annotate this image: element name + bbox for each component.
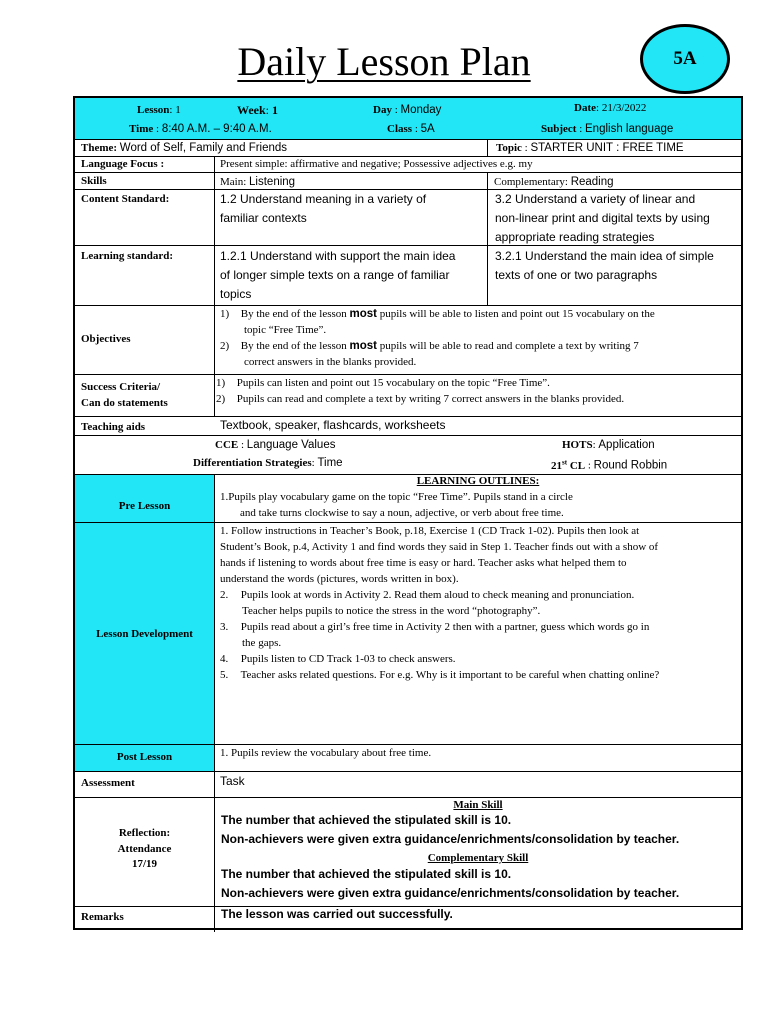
class-badge: 5A [640, 24, 730, 94]
main-skill-title: Main Skill [453, 799, 503, 811]
success-criteria-list [216, 375, 624, 407]
assessment-label: Assessment [81, 777, 135, 789]
learning-standard-label: Learning standard: [81, 250, 173, 262]
lesson-development-content: 1. Follow instructions in Teacher’s Book, p.18, Exercise 1 (CD Track 1-02). Pupils then look at Student’s Book, p.4, Activity 1 and find words they said in Step 1. Teacher finds out with a show of hands if listening to words about free time is easy or hard. Teacher asks what helped them to understand the words (pictures, words written in box). 2. Pupils look at words in Activity 2. Read them aloud to check meaning and pronunciation. Teacher helps pupils to notice the stress in the word “photography”. 3. Pupils read about a girl’s free time in Activity 2 then with a partner, guess which words go in the gaps. 4. Pupils listen to CD Track 1-03 to check answers. 5. Teacher asks related questions. For e.g. Why is it important to be careful when chatting online? [220, 523, 740, 683]
content-standard-label: Content Standard: [81, 193, 170, 205]
post-lesson-value: 1. Pupils review the vocabulary about free time. [220, 747, 432, 759]
success-criteria-label: Success Criteria/ [81, 381, 161, 393]
language-focus-value: Present simple: affirmative and negative; Possessive adjectives e.g. my [220, 158, 533, 170]
learning-standard-main: 1.2.1 Understand with support the main idea of longer simple texts on a range of familiar topics [220, 249, 456, 301]
week-field: Week: 1 [237, 103, 279, 117]
page-title: Daily Lesson Plan [237, 39, 531, 84]
learning-outlines-title: LEARNING OUTLINES: [416, 475, 540, 487]
development-step: 2. Pupils look at words in Activity 2. Read them aloud to check meaning and pronunciation. [220, 589, 635, 601]
can-do-label: Can do statements [81, 397, 168, 409]
theme-field: Theme: Word of Self, Family and Friends [81, 142, 288, 154]
lesson-plan-table [73, 96, 743, 930]
teaching-aids-value: Textbook, speaker, flashcards, worksheets [220, 418, 446, 432]
differentiation-field: Differentiation Strategies: Time [193, 457, 343, 469]
reflection-label: Reflection: [118, 827, 171, 839]
development-step: 4. Pupils listen to CD Track 1-03 to check answers. [220, 653, 456, 665]
attendance-value: 17/19 [131, 858, 158, 870]
development-step: 3. Pupils read about a girl’s free time in Activity 2 then with a partner, guess which words go in [220, 621, 650, 633]
learning-standard-complementary: 3.2.1 Understand the main idea of simple texts of one or two paragraphs [495, 249, 714, 282]
language-focus-label: Language Focus : [81, 158, 165, 170]
assessment-value: Task [220, 774, 245, 788]
development-step: 5. Teacher asks related questions. For e.g. Why is it important to be careful when chatting online? [220, 669, 660, 681]
objectives-label: Objectives [81, 333, 131, 345]
outline-sidebar [75, 475, 214, 744]
objective-item: 1) By the end of the lesson most pupils will be able to listen and point out 15 vocabulary on the [220, 308, 655, 320]
lesson-development-label: Lesson Development [96, 628, 193, 640]
cce-field: CCE : Language Values [215, 439, 336, 451]
objectives-list: 1) By the end of the lesson most pupils will be able to listen and point out 15 vocabulary on the topic “Free Time”. 2) By the end of the lesson most pupils will be able to read and complete a text by writing 7 correct answers in the blanks provided. [220, 306, 740, 370]
date-field: Date: 21/3/2022 [574, 102, 647, 114]
day-field: Day : Monday [373, 104, 442, 116]
criteria-item: 1) Pupils can listen and point out 15 vocabulary on the topic “Free Time”. [216, 377, 550, 389]
complementary-skill-title: Complementary Skill [427, 852, 529, 864]
topic-field: Topic : STARTER UNIT : FREE TIME [496, 142, 684, 154]
remarks-label: Remarks [81, 911, 124, 923]
content-standard-complementary: 3.2 Understand a variety of linear and non-linear print and digital texts by using appropriate reading strategies [495, 192, 710, 244]
teaching-aids-label: Teaching aids [81, 421, 146, 433]
remarks-value: The lesson was carried out successfully. [221, 907, 453, 921]
complementary-skill-reflection: The number that achieved the stipulated skill is 10. Non-achievers were given extra guidance/enrichments/consolidation by teacher. [221, 867, 680, 900]
time-field: Time : 8:40 A.M. – 9:40 A.M. [129, 123, 272, 135]
cl21-field: 21st CL : Round Robbin [551, 458, 668, 472]
content-standard-main: 1.2 Understand meaning in a variety of familiar contexts [220, 192, 427, 225]
subject-field: Subject : English language [541, 123, 674, 135]
main-skill: Main: Listening [220, 176, 296, 188]
skills-label: Skills [81, 175, 107, 187]
pre-lesson-content: 1.Pupils play vocabulary game on the topic “Free Time”. Pupils stand in a circle and take turns clockwise to say a noun, adjective, or verb about free time. [220, 491, 573, 519]
complementary-skill: Complementary: Reading [494, 176, 614, 188]
lesson-field: Lesson: 1 [137, 104, 181, 116]
main-skill-reflection: The number that achieved the stipulated skill is 10. Non-achievers were given extra guidance/enrichments/consolidation by teacher. [221, 813, 680, 846]
pre-lesson-label: Pre Lesson [118, 500, 171, 512]
post-lesson-label: Post Lesson [116, 751, 173, 763]
class-field: Class : 5A [387, 123, 435, 135]
criteria-item: 2) Pupils can read and complete a text by writing 7 correct answers in the blanks provided. [216, 393, 625, 405]
attendance-label: Attendance [117, 843, 172, 855]
hots-field: HOTS: Application [562, 439, 655, 451]
objective-item: 2) By the end of the lesson most pupils will be able to read and complete a text by writing 7 [220, 340, 639, 352]
